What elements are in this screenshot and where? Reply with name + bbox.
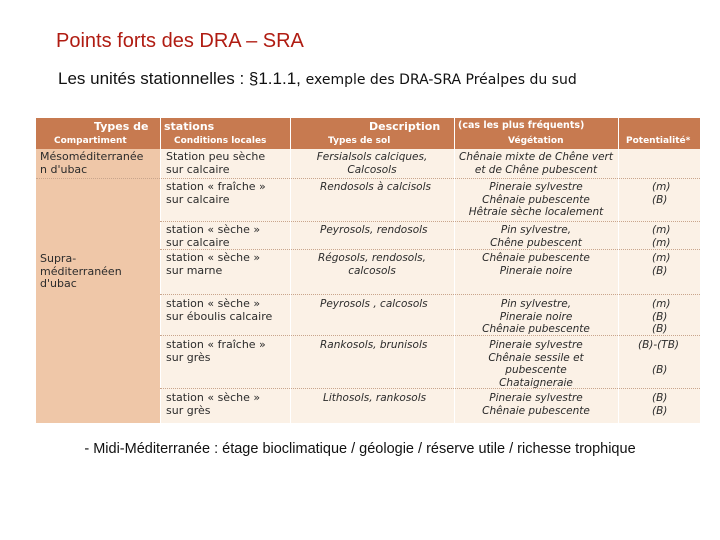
footer-note: - Midi-Méditerranée : étage bioclimatique / géologie / réserve utile / richesse trophique [84, 441, 636, 457]
row-divider [160, 249, 700, 250]
vegetation-cell: Chênaie mixte de Chêne vert et de Chêne pubescent [459, 151, 613, 176]
header-cas: (cas les plus fréquents) [458, 120, 585, 131]
potential-cell: (m) (B) (B) [652, 298, 671, 335]
row-divider [36, 178, 700, 179]
table-group-header [36, 118, 700, 135]
vegetation-cell: Pin sylvestre, Chêne pubescent [490, 224, 582, 249]
conditions-cell: station « sèche » sur grès [166, 391, 261, 417]
subtitle-example: exemple des DRA-SRA Préalpes du sud [305, 72, 577, 88]
compartment-meso: Mésoméditerranée n d'ubac [40, 150, 144, 176]
soil-cell: Peyrosols , calcosols [320, 298, 428, 310]
vegetation-cell: Pineraie sylvestre Chênaie sessile et pubescente Chataigneraie [488, 339, 584, 389]
compartment-supra: Supra- méditerranéen d'ubac [40, 252, 122, 290]
soil-cell: Rankosols, brunisols [320, 339, 428, 351]
conditions-cell: station « fraîche » sur calcaire [166, 180, 266, 206]
potential-cell: (m) (B) [652, 181, 671, 206]
potential-cell: (m) (m) [652, 224, 671, 249]
row-divider [160, 221, 700, 222]
row-divider [160, 388, 700, 389]
col-potentialite: Potentialité* [626, 136, 691, 146]
conditions-cell: station « sèche » sur calcaire [166, 223, 261, 249]
col-compartiment: Compartiment [54, 136, 127, 146]
slide-title: Points forts des DRA – SRA [56, 30, 304, 52]
vegetation-cell: Chênaie pubescente Pineraie noire [482, 252, 590, 277]
soil-cell: Régosols, rendosols, calcosols [318, 252, 426, 277]
conditions-cell: Station peu sèche sur calcaire [166, 150, 266, 176]
potential-cell: (m) (B) [652, 252, 671, 277]
column-divider [618, 118, 619, 423]
row-divider [160, 335, 700, 336]
soil-cell: Peyrosols, rendosols [320, 224, 428, 236]
stations-table [36, 118, 700, 423]
vegetation-cell: Pin sylvestre, Pineraie noire Chênaie pubescente [482, 298, 590, 335]
vegetation-cell: Pineraie sylvestre Chênaie pubescente [482, 392, 590, 417]
soil-cell: Fersialsols calciques, Calcosols [316, 151, 428, 176]
potential-cell: (B)-(TB) (B) [638, 339, 679, 376]
table-column-header [36, 135, 700, 149]
header-stations: stations [164, 120, 215, 133]
conditions-cell: station « sèche » sur marne [166, 251, 261, 277]
col-vegetation: Végétation [508, 136, 564, 146]
col-types-sol: Types de sol [328, 136, 391, 146]
column-divider [160, 118, 161, 423]
conditions-cell: station « sèche » sur éboulis calcaire [166, 297, 273, 323]
slide-subtitle [58, 69, 577, 89]
conditions-cell: station « fraîche » sur grès [166, 338, 266, 364]
header-types-de: Types de [94, 120, 149, 133]
row-divider [160, 294, 700, 295]
col-conditions: Conditions locales [174, 136, 267, 146]
header-description: Description [369, 120, 441, 133]
potential-cell: (B) (B) [652, 392, 668, 417]
soil-cell: Lithosols, rankosols [323, 392, 427, 404]
subtitle-main: Les unités stationnelles : §1.1.1, [58, 69, 306, 88]
vegetation-cell: Pineraie sylvestre Chênaie pubescente Hêtraie sèche localement [468, 181, 604, 218]
soil-cell: Rendosols à calcisols [320, 181, 431, 193]
